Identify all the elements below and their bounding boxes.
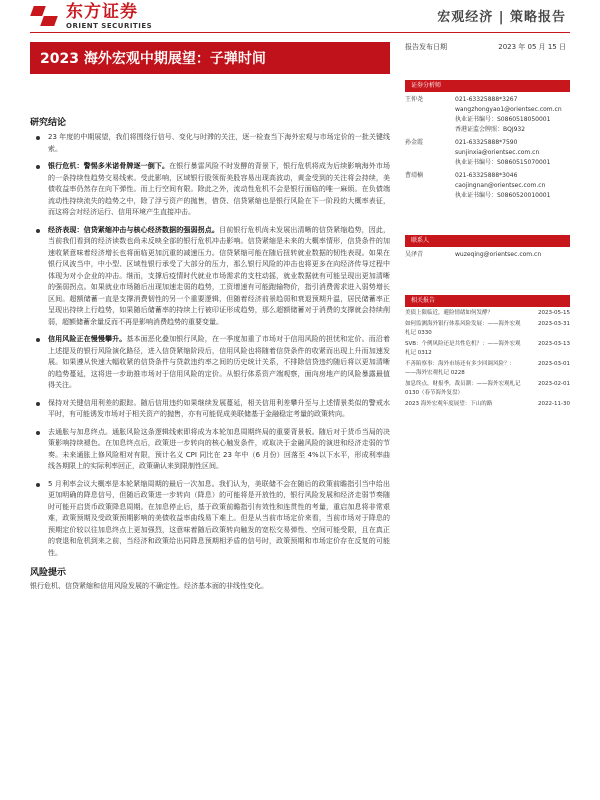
person-detail: wangzhongyao1@orientsec.com.cn	[455, 106, 562, 113]
person-name: 王仲尧	[405, 96, 424, 103]
brand-logo	[30, 0, 152, 34]
related-report-item[interactable]	[405, 360, 570, 378]
person-detail: 执业证书编号：S0860515070001	[455, 159, 551, 166]
person-name: 孙金霞	[405, 139, 424, 146]
person-detail: 执业证书编号：S0860518050001	[455, 116, 551, 123]
person-entry	[405, 250, 570, 260]
paragraph-text: 去通胀与加息终点。通胀风险这条逻辑线索即将成为本轮加息周期终局的重要背景板。随后对于货币当局的决策影响持续褪色。在加息终点后，政策进一步转向的核心触发条件，或取决于金融风险的演进和经济走弱的节奏。未来通胀上修风险相对有限，预计名义 CPI 同比在 23 年中（6 月份）回落至 4%以下水平，形成利率曲线各期限上的实际利率回正，政策确认来到限制性区间。	[48, 427, 390, 470]
paragraph-text: 在银行暴雷风险不时发酵的背景下，银行危机将成为后续影响海外市场的一条持续性趋势交易线索。受此影响，区域银行股领衔美股容易出现高波动，黄金受到的关注将会持续，美债收益率仍然存在向下弹性。而上行空间有限。除此之外，流动性危机不会是银行面临的唯一麻烦。在负债端流动性持续流失的趋势之中，除了浮亏资产的抛售，借贷、信贷紧缩也是银行风险在下一阶段的大概率表征，而这将会对经济运行、信用环境产生直接冲击。	[48, 162, 391, 216]
person-detail: 香港证监会牌照：BQJ932	[455, 126, 526, 133]
person-detail: 021-63325888*3267	[455, 96, 518, 103]
related-report-date: 2023-03-01	[538, 361, 570, 367]
related-report-title: 如何监测海外银行体系风险发展：——海外宏观札记 0330	[405, 321, 521, 336]
research-paragraph	[30, 334, 390, 392]
paragraph-lead: 信用风险正在慢慢攀升。	[48, 335, 127, 343]
related-report-item[interactable]	[405, 340, 570, 358]
person-detail: 021-63325888*3046	[455, 172, 518, 179]
analysts-heading: 证券分析师	[405, 80, 570, 92]
orient-logo-icon	[30, 4, 60, 30]
contacts-panel	[405, 235, 570, 260]
contacts-heading: 联系人	[405, 235, 570, 247]
research-paragraph	[30, 132, 390, 155]
related-heading: 相关报告	[405, 295, 570, 307]
risk-heading: 风险提示	[30, 568, 67, 578]
related-report-date: 2023-05-15	[538, 310, 570, 316]
related-report-date: 2023-02-01	[538, 381, 570, 387]
research-paragraph	[30, 398, 390, 421]
report-title: 2023 海外宏观中期展望：子弹时间	[40, 51, 266, 67]
bullet-icon	[36, 483, 40, 487]
report-date-label: 报告发布日期	[405, 43, 447, 51]
person-detail: 021-63325888*7590	[455, 139, 518, 146]
person-entry	[405, 95, 570, 135]
research-paragraph	[30, 161, 390, 219]
bullet-icon	[36, 338, 40, 342]
paragraph-lead: 银行危机：警惕多米诺骨牌逐一倒下。	[48, 162, 170, 170]
related-report-title: 美债上限临近，避险情绪如何发酵？	[405, 310, 494, 316]
related-report-title: SVB：个例风险还是共性危机？：——海外宏观札记 0312	[405, 341, 521, 356]
related-report-date: 2022-11-30	[538, 401, 570, 407]
research-heading: 研究结论	[30, 118, 67, 128]
paragraph-text: 23 年度的中期展望，我们将围绕行信号、变化与时滞的关注，逐一检查当下海外宏观与市场定价的一批关键线索。	[48, 133, 390, 153]
brand-name-en: ORIENT SECURITIES	[66, 22, 153, 30]
research-paragraphs	[30, 132, 390, 559]
related-report-item[interactable]	[405, 320, 570, 338]
report-date-value: 2023 年 05 月 15 日	[498, 43, 566, 51]
related-report-title: 加息终点，财报季，裁员潮：——海外宏观札记 0130（春节海外复盘）	[405, 381, 521, 396]
paragraph-text: 目前银行危机尚未发展出清晰的信贷紧缩趋势，因此，当前我们看到的经济读数也尚未反映全部的银行危机冲击影响。信贷紧缩是未来的大概率情形，信贷条件的加速收紧意味着经济增长也将面临更加沉重的减速压力。信贷紧缩可能在随后扭转就业数据的韧性表现。如果在银行风波当中，中小型、区域性银行承受了大部分的压力，那么银行风险的冲击也将更多在向经济传导过程中体现为对小企业的冲击。继而，支撑后疫情时代就业市场需求的支柱动摇，就业数据就有可能呈现出更加清晰的强弱拐点。如果就业市场随后出现加速走弱的趋势，工资增速有可能跑输物价，指引消费需求进入弱势增长区间。超额储蓄一直是支撑消费韧性的另一个重要逻辑，但随着经济前景趋弱和衰退预期升温，居民储蓄率正呈现出持续上行趋势，如果随后储蓄率的持续上行被印证形成趋势，那么超额储蓄对于消费的支撑就会持续削弱，超额储蓄余量反而不再是影响消费趋势的重要变量。	[48, 225, 391, 326]
title-banner	[30, 42, 390, 74]
person-detail: sunjinxia@orientsec.com.cn	[455, 149, 540, 156]
research-paragraph	[30, 479, 390, 560]
related-reports-panel	[405, 295, 570, 409]
person-name: 曹靖楠	[405, 172, 424, 179]
paragraph-text: 5 月利率会议大概率是本轮紧缩周期的最后一次加息。我们认为，美联储不会在随后的政策前瞻指引当中给出更加明确的降息信号，但随后政策进一步转向（降息）的可能将是开放性的，银行风险发展和经济走弱节奏随时可能开启货币政策降息周期。在加息停止后，基于政策前瞻指引有效性和连贯性的考量，重启加息将非常艰难，政策预期及受政策预期影响的美债收益率曲线易下难上。但是从当前市场定价来看，当前市场对于降息的预期定价较以往加息终点上更加强烈，这意味着随后政策转向触发的宽松交易弹性、空间可能受限，且在真正的衰退和危机到来之前，当经济和政策给出同降息预期相矛盾的信号时，政策预期和市场定价存在反复的可能性。	[48, 479, 390, 557]
bullet-icon	[36, 402, 40, 406]
related-report-date: 2023-03-31	[538, 321, 570, 327]
report-category: 宏观经济 | 策略报告	[437, 10, 566, 25]
research-body	[30, 115, 390, 591]
related-report-item[interactable]	[405, 309, 570, 318]
paragraph-text: 基本面恶化叠加银行风险，在一季度加重了市场对于信用风险的担忧和定价。而沿着上述提及的银行风险演化路径，进入信贷紧缩阶段后，信用风险也将随着信贷条件的收紧而出现上升而加速发展。如果遵从快速大幅收紧的信贷条件与贷款违约率之间的历史统计关系，不排除信贷违约随后将以更加清晰的趋势蔓延，这将进一步助推市场对于信用风险的定价。从银行体系资产端观察，面向房地产的风险暴露最值得关注。	[48, 335, 391, 389]
related-report-item[interactable]	[405, 400, 570, 409]
header-divider	[30, 32, 570, 33]
research-paragraph	[30, 225, 390, 329]
risk-text: 银行危机、信贷紧缩和信用风险发展的不确定性。经济基本面的非线性变化。	[30, 582, 268, 590]
paragraph-text: 保持对关键信用利差的跟踪。随后信用违约如果继续发展蔓延，相关信用利差攀升至与上述情景类似的警戒水平时，有可能诱发市场对于相关资产的抛售，亦有可能促成美联储基于金融稳定考量的政策转向。	[48, 398, 390, 418]
related-report-item[interactable]	[405, 380, 570, 398]
person-entry	[405, 171, 570, 201]
bullet-icon	[36, 431, 40, 435]
related-report-date: 2023-03-13	[538, 341, 570, 347]
bullet-icon	[36, 136, 40, 140]
brand-name-cn: 东方证券	[66, 2, 138, 22]
related-report-title: 不善陷察事：海外市场还有多少回调风险？：——海外宏观札记 0228	[405, 361, 516, 376]
bullet-icon	[36, 165, 40, 169]
person-entry	[405, 138, 570, 168]
related-report-title: 2023 海外宏观年度展望：下山的路	[405, 401, 493, 407]
person-detail: caojingnan@orientsec.com.cn	[455, 182, 546, 189]
person-detail: wuzeqing@orientsec.com.cn	[455, 251, 542, 258]
person-detail: 执业证书编号：S0860520010001	[455, 192, 551, 199]
analysts-panel	[405, 80, 570, 201]
person-name: 吴泽青	[405, 251, 424, 258]
bullet-icon	[36, 229, 40, 233]
paragraph-lead: 经济表现：信贷紧缩冲击与核心经济数据的强弱拐点。	[48, 225, 220, 234]
research-paragraph	[30, 427, 390, 473]
